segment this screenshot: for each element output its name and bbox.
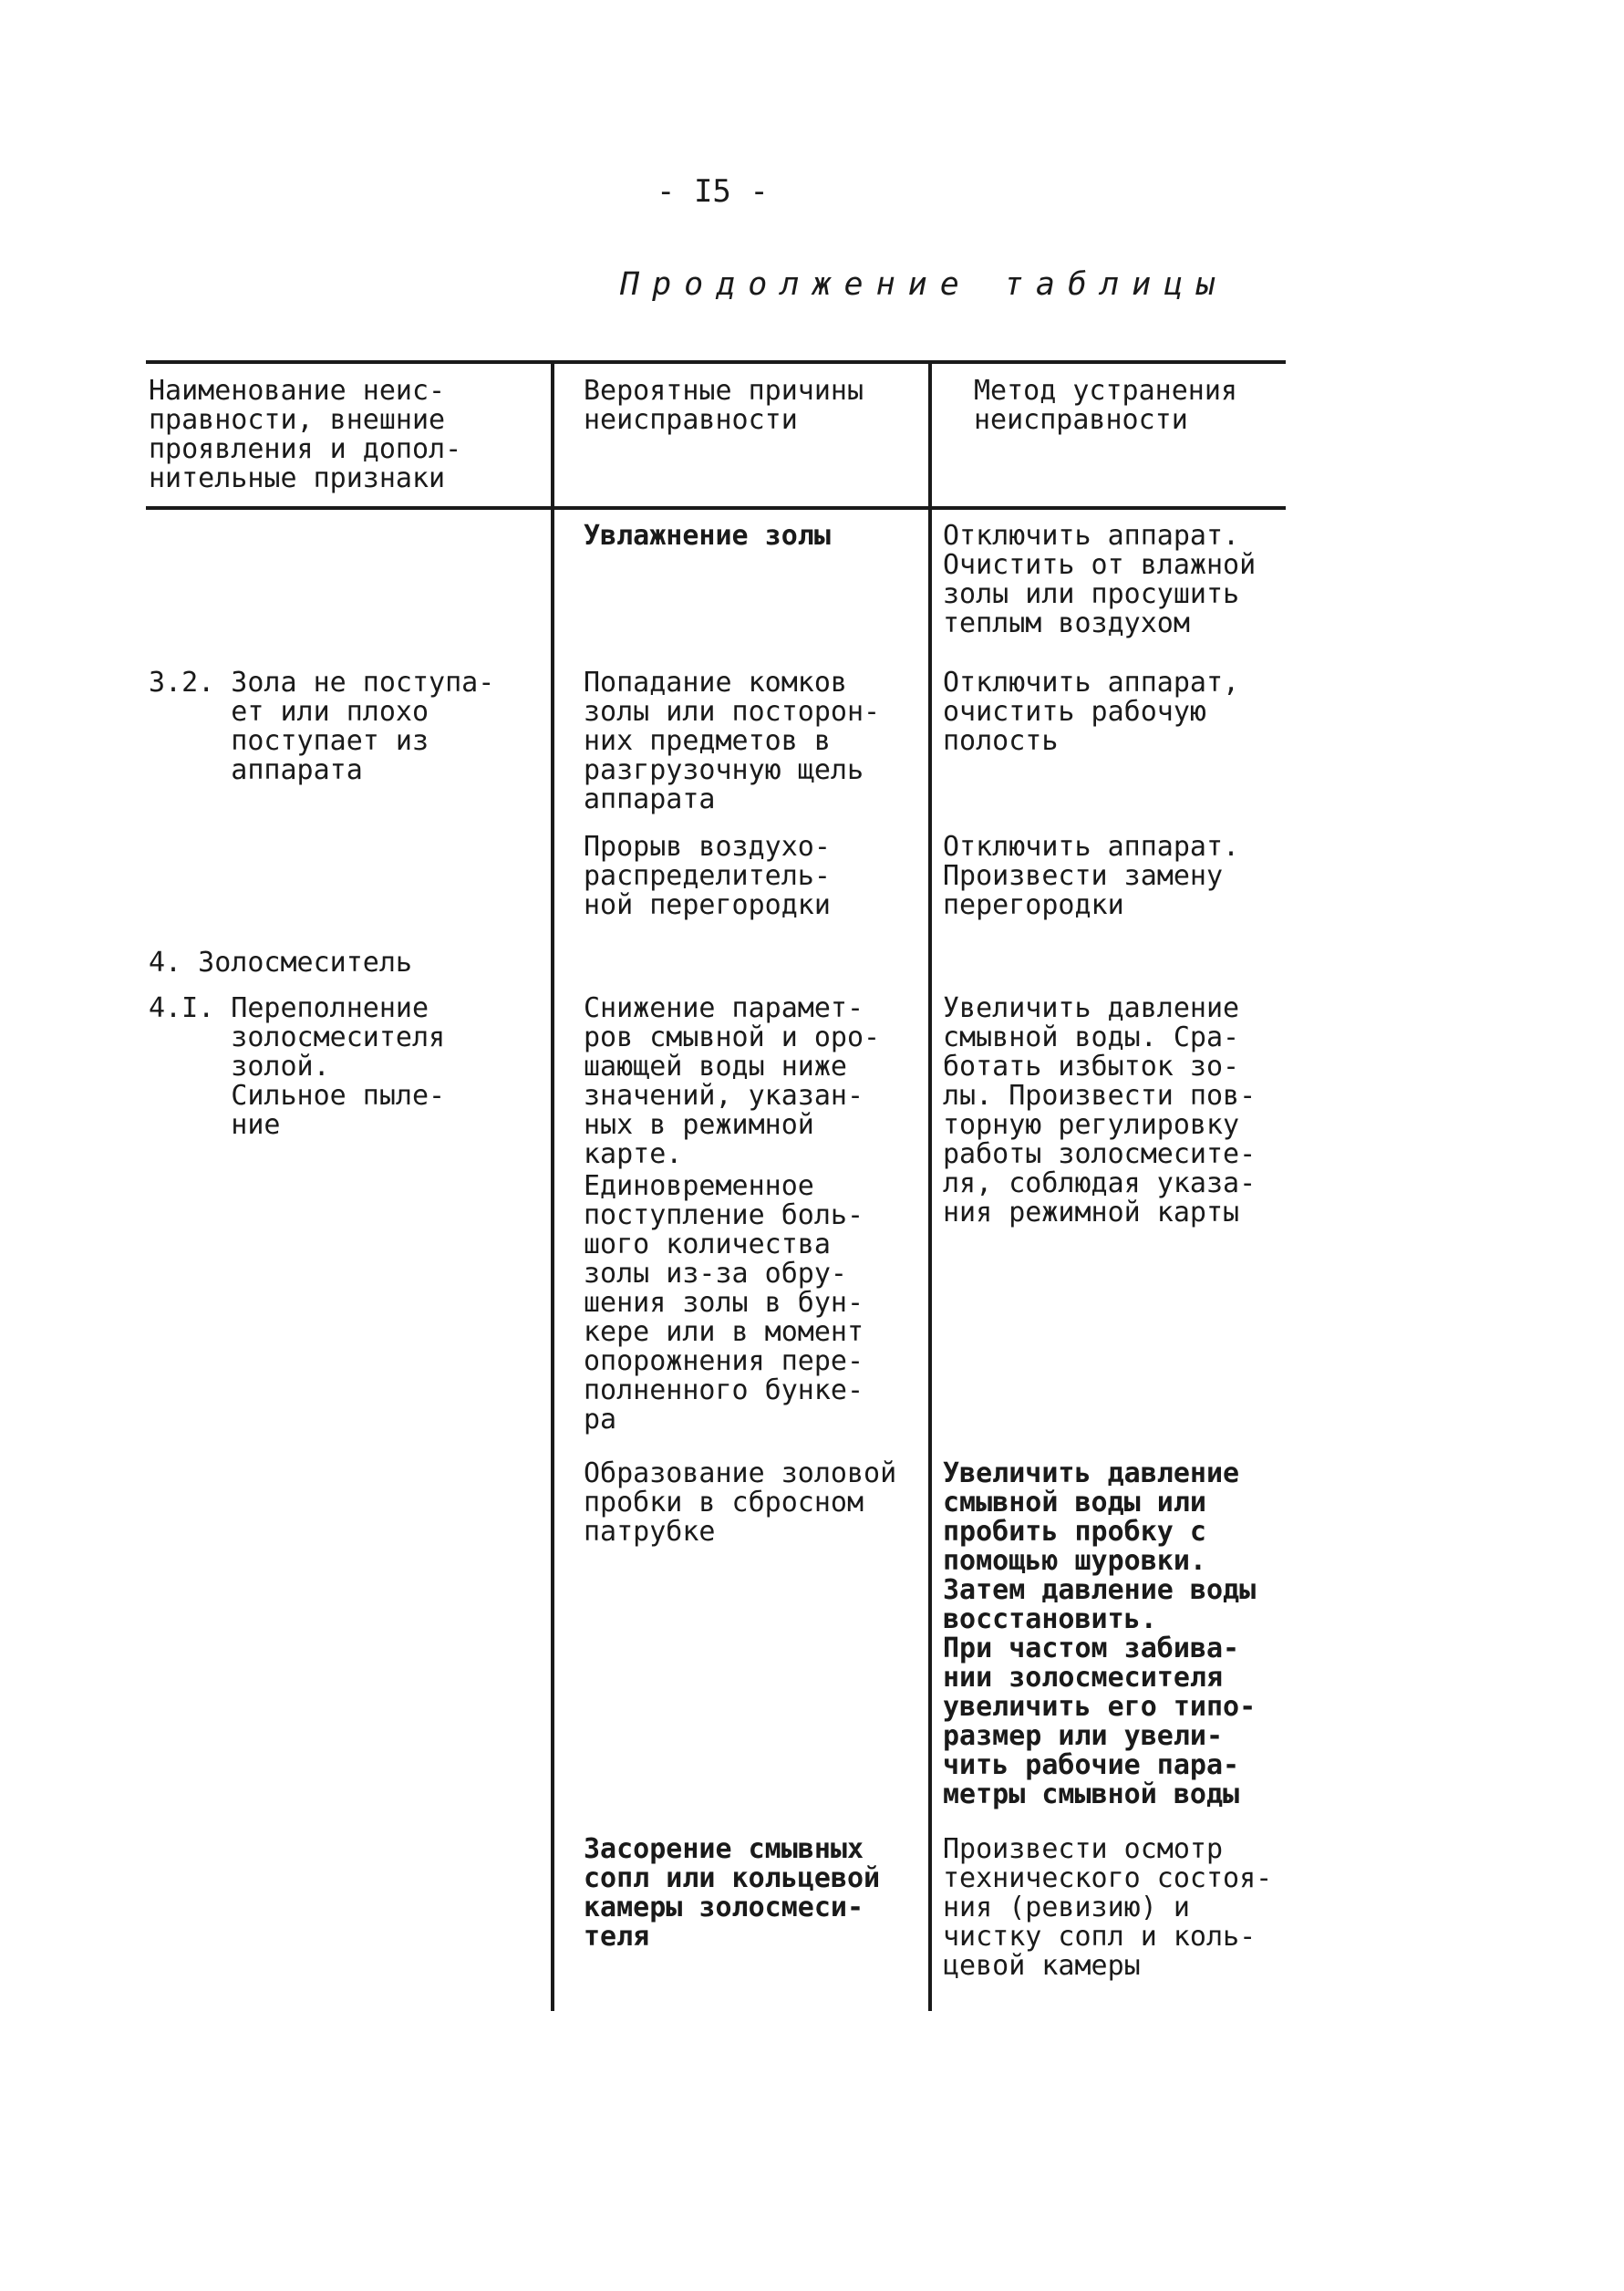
method-clear-plug: Увеличить давление смывной воды или пробить пробку с помощью шуровки. Затем давление воды восстановить. При частом забива- нии золосмесителя увеличить его типо- размер или увели- чить рабочие пара- метры смывной воды — [943, 1457, 1257, 1810]
header-fault-name: Наименование неис- правности, внешние проявления и допол- нительные признаки — [149, 375, 462, 494]
column-divider-1 — [551, 360, 554, 2011]
header-probable-causes: Вероятные причины неисправности — [584, 375, 864, 436]
cause-bulk-ash-inflow: Единовременное поступление боль- шого количества золы из-за обру- шения золы в бун- кере или в момент опорожнения пере- полненного бунке- ра — [584, 1170, 864, 1436]
header-fix-method: Метод устранения неисправности — [974, 375, 1237, 436]
section-4-heading: 4. Золосмеситель — [149, 947, 412, 979]
method-clean-cavity: Отключить аппарат, очистить рабочую полость — [943, 667, 1240, 757]
method-ash-moisture: Отключить аппарат. Очистить от влажной золы или просушить теплым воздухом — [943, 520, 1257, 639]
cause-ash-moisture: Увлажнение золы — [584, 520, 831, 552]
method-replace-partition: Отключить аппарат. Произвести замену перегородки — [943, 831, 1240, 921]
table-continuation-title: Продолжение таблицы — [620, 266, 1228, 303]
fault-3-2: 3.2. Зола не поступа- ет или плохо поступает из аппарата — [149, 667, 495, 786]
cause-low-water-params: Снижение парамет- ров смывной и оро- шающей воды ниже значений, указан- ных в режимной карте. — [584, 992, 881, 1170]
method-inspect-nozzles: Произвести осмотр технического состоя- ния (ревизию) и чистку сопл и коль- цевой камеры — [943, 1833, 1273, 1982]
fault-4-1: 4.I. Переполнение золосмесителя золой. Сильное пыле- ние — [149, 992, 446, 1141]
cause-partition-breach: Прорыв воздухо- распределитель- ной перегородки — [584, 831, 831, 921]
cause-lumps-in-slot: Попадание комков золы или посторон- них предметов в разгрузочную щель аппарата — [584, 667, 881, 815]
method-increase-pressure: Увеличить давление смывной воды. Сра- ботать избыток зо- лы. Произвести пов- торную регулировку работы золосмесите- ля, соблюдая указа- ния режимной карты — [943, 992, 1257, 1228]
header-bottom-rule — [146, 506, 1286, 510]
table-top-rule — [146, 360, 1286, 364]
cause-ash-plug: Образование золовой пробки в сбросном патрубке — [584, 1457, 897, 1548]
page-number: - I5 - — [657, 173, 769, 210]
cause-clogged-nozzles: Засорение смывных сопл или кольцевой камеры золосмеси- теля — [584, 1833, 881, 1953]
column-divider-2 — [928, 360, 932, 2011]
